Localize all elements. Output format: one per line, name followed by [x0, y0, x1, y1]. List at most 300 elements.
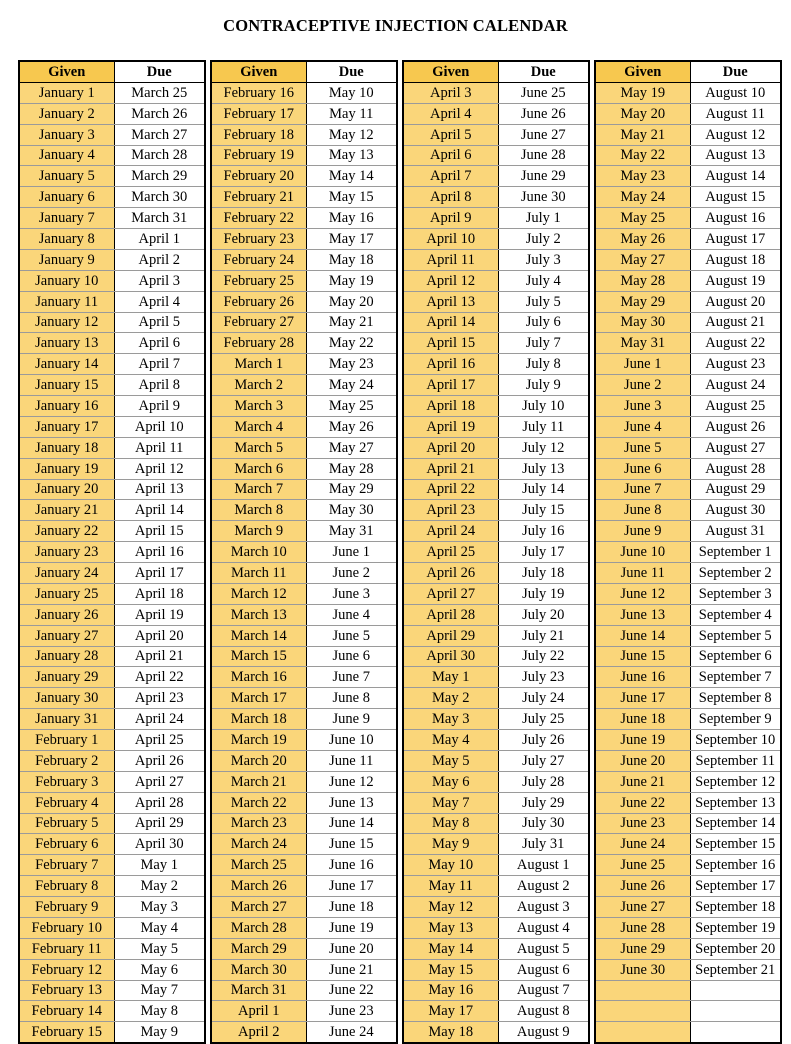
calendar-block-3 [402, 60, 590, 1044]
given-date-cell: May 19 [595, 82, 690, 103]
table-row [595, 124, 781, 145]
table-row [595, 145, 781, 166]
given-date-cell: March 8 [211, 500, 306, 521]
given-date-cell: June 30 [595, 959, 690, 980]
due-date-cell: July 25 [498, 709, 589, 730]
given-date-cell: May 27 [595, 249, 690, 270]
header-row [403, 61, 589, 82]
due-date-cell: August 24 [690, 375, 781, 396]
table-row [19, 458, 205, 479]
table-row [19, 730, 205, 751]
given-date-cell: March 26 [211, 876, 306, 897]
due-date-cell: June 15 [306, 834, 397, 855]
given-date-cell: February 21 [211, 187, 306, 208]
due-date-cell: September 15 [690, 834, 781, 855]
given-date-cell: February 3 [19, 771, 114, 792]
due-date-cell: August 4 [498, 917, 589, 938]
given-date-cell: January 26 [19, 604, 114, 625]
table-row [403, 124, 589, 145]
due-date-cell: April 20 [114, 625, 205, 646]
table-row [403, 604, 589, 625]
given-date-cell: April 6 [403, 145, 498, 166]
due-date-cell: July 20 [498, 604, 589, 625]
given-date-cell: March 5 [211, 437, 306, 458]
table-row [403, 416, 589, 437]
due-date-cell: April 8 [114, 375, 205, 396]
table-row [19, 792, 205, 813]
due-date-cell: August 11 [690, 103, 781, 124]
table-row [19, 124, 205, 145]
given-date-cell: February 9 [19, 897, 114, 918]
given-date-cell: January 7 [19, 208, 114, 229]
due-date-cell: May 18 [306, 249, 397, 270]
due-date-cell: May 12 [306, 124, 397, 145]
table-row [19, 291, 205, 312]
given-date-cell: March 15 [211, 646, 306, 667]
due-date-cell: March 28 [114, 145, 205, 166]
due-date-cell: August 27 [690, 437, 781, 458]
given-date-cell: February 28 [211, 333, 306, 354]
table-row [19, 563, 205, 584]
due-date-cell: April 28 [114, 792, 205, 813]
given-date-cell: March 7 [211, 479, 306, 500]
table-row [19, 249, 205, 270]
due-date-cell: July 7 [498, 333, 589, 354]
table-row [211, 229, 397, 250]
given-date-cell: March 28 [211, 917, 306, 938]
given-date-cell: January 24 [19, 563, 114, 584]
due-date-cell: August 30 [690, 500, 781, 521]
due-date-cell: September 19 [690, 917, 781, 938]
given-date-cell: June 6 [595, 458, 690, 479]
due-date-cell: August 23 [690, 354, 781, 375]
due-date-cell: September 5 [690, 625, 781, 646]
calendar-block-1 [18, 60, 206, 1044]
table-row [19, 437, 205, 458]
due-date-cell: July 12 [498, 437, 589, 458]
table-row [595, 270, 781, 291]
table-row [19, 855, 205, 876]
table-row [19, 208, 205, 229]
due-date-cell: July 14 [498, 479, 589, 500]
given-date-cell: June 10 [595, 542, 690, 563]
table-row [19, 375, 205, 396]
due-date-cell: May 9 [114, 1022, 205, 1043]
table-row [211, 709, 397, 730]
table-row [211, 208, 397, 229]
due-date-cell: August 25 [690, 396, 781, 417]
table-row [19, 834, 205, 855]
table-row [595, 416, 781, 437]
table-row [19, 521, 205, 542]
given-date-cell: February 2 [19, 750, 114, 771]
header-row [19, 61, 205, 82]
table-row [403, 145, 589, 166]
table-row [403, 187, 589, 208]
due-date-cell: May 7 [114, 980, 205, 1001]
given-date-cell: March 6 [211, 458, 306, 479]
due-date-cell: July 2 [498, 229, 589, 250]
table-row [595, 897, 781, 918]
table-row [211, 583, 397, 604]
table-row [595, 771, 781, 792]
table-row [19, 145, 205, 166]
given-date-cell: January 27 [19, 625, 114, 646]
table-row [595, 229, 781, 250]
given-date-cell: May 12 [403, 897, 498, 918]
table-row [595, 792, 781, 813]
table-row [595, 583, 781, 604]
given-date-cell: February 17 [211, 103, 306, 124]
due-date-cell: June 24 [306, 1022, 397, 1043]
due-date-cell: August 29 [690, 479, 781, 500]
table-row [595, 458, 781, 479]
table-row [595, 917, 781, 938]
given-date-cell: February 15 [19, 1022, 114, 1043]
due-date-cell: June 12 [306, 771, 397, 792]
table-row [211, 604, 397, 625]
given-date-cell: January 16 [19, 396, 114, 417]
table-row [19, 709, 205, 730]
due-date-cell: September 14 [690, 813, 781, 834]
table-row [595, 604, 781, 625]
table-row [403, 270, 589, 291]
due-date-cell: June 8 [306, 688, 397, 709]
given-date-cell: February 14 [19, 1001, 114, 1022]
table-row [19, 980, 205, 1001]
due-date-cell: April 11 [114, 437, 205, 458]
due-date-cell: April 4 [114, 291, 205, 312]
table-row [595, 709, 781, 730]
given-date-cell: March 10 [211, 542, 306, 563]
due-date-cell: May 1 [114, 855, 205, 876]
table-row [595, 521, 781, 542]
given-date-cell: May 23 [595, 166, 690, 187]
due-date-cell: March 26 [114, 103, 205, 124]
due-date-cell: May 30 [306, 500, 397, 521]
due-date-cell: August 2 [498, 876, 589, 897]
given-date-cell: June 23 [595, 813, 690, 834]
given-date-cell: June 25 [595, 855, 690, 876]
due-date-cell: June 20 [306, 938, 397, 959]
due-date-cell: April 10 [114, 416, 205, 437]
table-row [19, 876, 205, 897]
given-date-cell: March 22 [211, 792, 306, 813]
table-row [211, 521, 397, 542]
table-row [19, 917, 205, 938]
table-row [403, 959, 589, 980]
given-date-cell: May 2 [403, 688, 498, 709]
table-row [595, 938, 781, 959]
given-date-cell: May 18 [403, 1022, 498, 1043]
table-row [595, 834, 781, 855]
due-date-cell: July 5 [498, 291, 589, 312]
due-date-cell: June 7 [306, 667, 397, 688]
table-row [595, 625, 781, 646]
table-row [403, 396, 589, 417]
table-row [595, 187, 781, 208]
table-row [403, 583, 589, 604]
due-date-cell: August 26 [690, 416, 781, 437]
table-row [211, 500, 397, 521]
header-row [595, 61, 781, 82]
table-row [403, 500, 589, 521]
due-date-cell: September 4 [690, 604, 781, 625]
given-date-cell: April 24 [403, 521, 498, 542]
due-date-cell: July 17 [498, 542, 589, 563]
due-date-cell: July 9 [498, 375, 589, 396]
due-date-cell: September 18 [690, 897, 781, 918]
table-row [403, 625, 589, 646]
table-row [403, 876, 589, 897]
given-date-cell: March 19 [211, 730, 306, 751]
due-date-cell: April 13 [114, 479, 205, 500]
table-row [19, 959, 205, 980]
given-date-cell: January 31 [19, 709, 114, 730]
due-date-cell [690, 980, 781, 1001]
given-date-cell: June 28 [595, 917, 690, 938]
given-date-cell: January 2 [19, 103, 114, 124]
due-date-cell: April 30 [114, 834, 205, 855]
table-row [211, 479, 397, 500]
table-row [595, 959, 781, 980]
given-date-cell: January 25 [19, 583, 114, 604]
table-row [211, 980, 397, 1001]
given-date-cell: January 6 [19, 187, 114, 208]
due-date-cell: May 6 [114, 959, 205, 980]
given-date-cell: May 5 [403, 750, 498, 771]
given-date-cell: April 8 [403, 187, 498, 208]
given-date-cell: January 14 [19, 354, 114, 375]
table-row [595, 500, 781, 521]
table-row [211, 813, 397, 834]
due-date-cell: July 1 [498, 208, 589, 229]
given-date-cell: June 9 [595, 521, 690, 542]
given-date-cell: June 13 [595, 604, 690, 625]
table-row [19, 500, 205, 521]
due-date-cell: March 31 [114, 208, 205, 229]
given-column-header: Given [19, 61, 114, 82]
table-row [595, 750, 781, 771]
given-date-cell: March 27 [211, 897, 306, 918]
due-date-cell: April 29 [114, 813, 205, 834]
given-date-cell: May 8 [403, 813, 498, 834]
due-date-cell: June 22 [306, 980, 397, 1001]
given-date-cell: April 10 [403, 229, 498, 250]
given-date-cell: April 20 [403, 437, 498, 458]
due-date-cell: July 31 [498, 834, 589, 855]
due-date-cell: April 22 [114, 667, 205, 688]
due-date-cell: August 18 [690, 249, 781, 270]
given-date-cell: March 18 [211, 709, 306, 730]
due-date-cell: May 28 [306, 458, 397, 479]
due-date-cell: May 17 [306, 229, 397, 250]
due-date-cell: May 10 [306, 82, 397, 103]
due-date-cell: June 3 [306, 583, 397, 604]
due-date-cell: July 15 [498, 500, 589, 521]
given-date-cell: June 17 [595, 688, 690, 709]
due-date-cell [690, 1022, 781, 1043]
table-row [595, 855, 781, 876]
table-row [19, 1001, 205, 1022]
due-date-cell: May 21 [306, 312, 397, 333]
given-date-cell: February 24 [211, 249, 306, 270]
given-date-cell: April 16 [403, 354, 498, 375]
table-row [403, 479, 589, 500]
table-row [19, 166, 205, 187]
given-date-cell: February 26 [211, 291, 306, 312]
due-date-cell: May 8 [114, 1001, 205, 1022]
given-date-cell: June 12 [595, 583, 690, 604]
due-date-cell: July 29 [498, 792, 589, 813]
given-date-cell: June 7 [595, 479, 690, 500]
table-row [19, 938, 205, 959]
given-date-cell: February 10 [19, 917, 114, 938]
calendar-sheet [18, 60, 782, 1044]
due-date-cell: April 2 [114, 249, 205, 270]
given-date-cell: January 10 [19, 270, 114, 291]
due-date-cell: July 16 [498, 521, 589, 542]
table-row [211, 625, 397, 646]
table-row [211, 166, 397, 187]
due-date-cell: June 2 [306, 563, 397, 584]
given-date-cell: May 26 [595, 229, 690, 250]
table-row [211, 876, 397, 897]
due-column-header: Due [114, 61, 205, 82]
given-date-cell: March 2 [211, 375, 306, 396]
given-date-cell: April 14 [403, 312, 498, 333]
table-row [595, 103, 781, 124]
due-date-cell: September 21 [690, 959, 781, 980]
table-row [403, 938, 589, 959]
table-row [211, 82, 397, 103]
table-row [595, 354, 781, 375]
table-row [211, 897, 397, 918]
given-date-cell: April 7 [403, 166, 498, 187]
table-row [403, 291, 589, 312]
due-date-cell: June 28 [498, 145, 589, 166]
given-date-cell: March 30 [211, 959, 306, 980]
due-date-cell: May 24 [306, 375, 397, 396]
due-date-cell: September 16 [690, 855, 781, 876]
table-row [595, 208, 781, 229]
header-row [211, 61, 397, 82]
due-date-cell: May 2 [114, 876, 205, 897]
given-date-cell: January 28 [19, 646, 114, 667]
given-date-cell: April 19 [403, 416, 498, 437]
due-date-cell: July 26 [498, 730, 589, 751]
table-row [403, 1022, 589, 1043]
due-date-cell: April 1 [114, 229, 205, 250]
table-row [19, 416, 205, 437]
given-date-cell: June 16 [595, 667, 690, 688]
due-date-cell: July 11 [498, 416, 589, 437]
due-date-cell: July 8 [498, 354, 589, 375]
due-date-cell: May 29 [306, 479, 397, 500]
table-row [595, 312, 781, 333]
table-row [403, 437, 589, 458]
given-date-cell: March 23 [211, 813, 306, 834]
due-date-cell: August 13 [690, 145, 781, 166]
table-row [595, 980, 781, 1001]
table-row [211, 750, 397, 771]
table-row [403, 312, 589, 333]
given-date-cell: April 30 [403, 646, 498, 667]
due-date-cell: May 26 [306, 416, 397, 437]
due-date-cell: June 21 [306, 959, 397, 980]
due-date-cell: May 14 [306, 166, 397, 187]
due-date-cell: May 13 [306, 145, 397, 166]
due-date-cell: June 11 [306, 750, 397, 771]
given-date-cell [595, 1001, 690, 1022]
given-date-cell: March 31 [211, 980, 306, 1001]
given-date-cell: May 1 [403, 667, 498, 688]
given-date-cell: April 23 [403, 500, 498, 521]
table-row [403, 834, 589, 855]
given-date-cell: March 11 [211, 563, 306, 584]
given-date-cell: June 29 [595, 938, 690, 959]
table-row [211, 563, 397, 584]
table-row [595, 396, 781, 417]
table-row [403, 166, 589, 187]
table-row [595, 479, 781, 500]
given-date-cell: January 4 [19, 145, 114, 166]
due-date-cell: July 19 [498, 583, 589, 604]
due-column-header: Due [498, 61, 589, 82]
due-date-cell: May 3 [114, 897, 205, 918]
table-row [595, 333, 781, 354]
due-date-cell: June 5 [306, 625, 397, 646]
due-date-cell: August 8 [498, 1001, 589, 1022]
table-row [211, 375, 397, 396]
table-row [595, 166, 781, 187]
due-date-cell: May 25 [306, 396, 397, 417]
due-date-cell: September 13 [690, 792, 781, 813]
due-date-cell: August 9 [498, 1022, 589, 1043]
table-row [211, 646, 397, 667]
given-date-cell: January 5 [19, 166, 114, 187]
due-date-cell: April 25 [114, 730, 205, 751]
table-row [211, 792, 397, 813]
table-row [595, 542, 781, 563]
due-date-cell: July 13 [498, 458, 589, 479]
table-row [19, 688, 205, 709]
table-row [595, 249, 781, 270]
given-date-cell: February 5 [19, 813, 114, 834]
due-date-cell: May 15 [306, 187, 397, 208]
due-column-header: Due [306, 61, 397, 82]
table-row [211, 771, 397, 792]
page-title: CONTRACEPTIVE INJECTION CALENDAR [223, 16, 568, 35]
given-date-cell: May 22 [595, 145, 690, 166]
due-date-cell: August 12 [690, 124, 781, 145]
given-date-cell: May 4 [403, 730, 498, 751]
due-date-cell: April 5 [114, 312, 205, 333]
table-row [19, 625, 205, 646]
table-row [211, 855, 397, 876]
given-date-cell: May 10 [403, 855, 498, 876]
due-date-cell: July 28 [498, 771, 589, 792]
given-date-cell: April 22 [403, 479, 498, 500]
given-date-cell: January 17 [19, 416, 114, 437]
given-date-cell: March 12 [211, 583, 306, 604]
due-date-cell: August 14 [690, 166, 781, 187]
given-date-cell: March 4 [211, 416, 306, 437]
given-date-cell: January 9 [19, 249, 114, 270]
table-row [595, 646, 781, 667]
due-date-cell: July 6 [498, 312, 589, 333]
table-row [403, 333, 589, 354]
